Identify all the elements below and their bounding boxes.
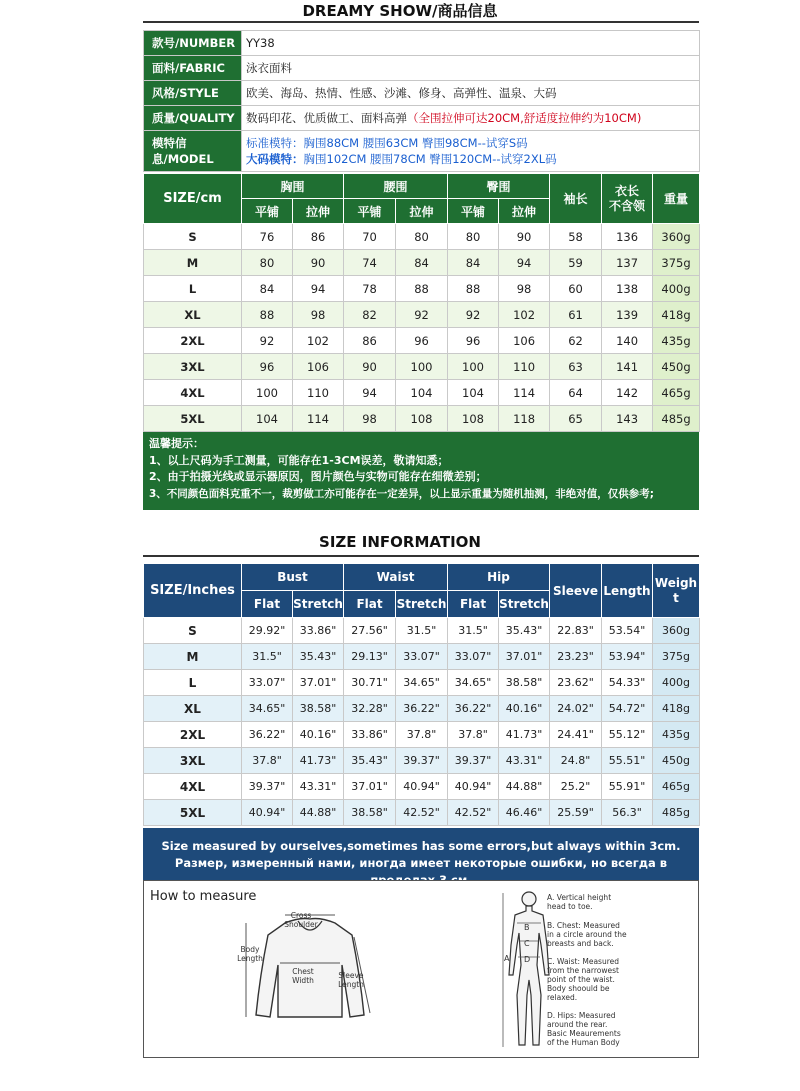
- cm-sleeve-cell: 60: [550, 276, 602, 302]
- cm-sleeve-cell: 63: [550, 354, 602, 380]
- in-waist-stretch-cell: 33.07": [396, 644, 448, 670]
- in-bust-flat-cell: 34.65": [242, 696, 293, 722]
- in-sleeve-cell: 24.02": [550, 696, 602, 722]
- in-bust-stretch-cell: 38.58": [293, 696, 344, 722]
- error-note-ru: Размер, измеренный нами, иногда имеет некоторые ошибки, но всегда в: [174, 856, 668, 870]
- cm-bust-stretch-cell: 94: [293, 276, 344, 302]
- waist-flat-header-en: Flat: [344, 591, 396, 618]
- in-bust-stretch-cell: 40.16": [293, 722, 344, 748]
- info-row-quality: [144, 106, 700, 131]
- cm-sleeve-cell: 58: [550, 224, 602, 250]
- cm-sleeve-cell: 65: [550, 406, 602, 432]
- in-row: [144, 774, 700, 800]
- cm-size-cell: 5XL: [144, 406, 242, 432]
- cm-hip-stretch-cell: 90: [499, 224, 550, 250]
- size-inches-header: SIZE/Inches: [144, 564, 242, 618]
- body-length-label: Body Length: [237, 945, 263, 963]
- in-waist-stretch-cell: 39.37": [396, 748, 448, 774]
- page-title: DREAMY SHOW/商品信息: [302, 2, 498, 20]
- in-size-cell: S: [144, 618, 242, 644]
- in-hip-stretch-cell: 46.46": [499, 800, 550, 826]
- in-hip-flat-cell: 37.8": [448, 722, 499, 748]
- cm-bust-flat-cell: 80: [242, 250, 293, 276]
- in-length-cell: 55.51": [602, 748, 653, 774]
- cm-waist-flat-cell: 98: [344, 406, 396, 432]
- measure-d-text: D. Hips: Measured around the rear. Basic Meaurements of the Human Body: [547, 1011, 621, 1047]
- in-hip-stretch-cell: 40.16": [499, 696, 550, 722]
- cm-waist-stretch-cell: 104: [396, 380, 448, 406]
- in-waist-stretch-cell: 34.65": [396, 670, 448, 696]
- letter-a: A: [504, 954, 510, 963]
- cm-weight-cell: 435g: [653, 328, 700, 354]
- cm-waist-stretch-cell: 88: [396, 276, 448, 302]
- info-row-style: [144, 81, 700, 106]
- cm-waist-flat-cell: 82: [344, 302, 396, 328]
- cm-length-cell: 141: [602, 354, 653, 380]
- in-hip-flat-cell: 39.37": [448, 748, 499, 774]
- in-waist-stretch-cell: 36.22": [396, 696, 448, 722]
- cm-waist-stretch-cell: 108: [396, 406, 448, 432]
- in-row: [144, 722, 700, 748]
- product-info-table: [143, 30, 700, 172]
- in-weight-cell: 360g: [653, 618, 700, 644]
- in-size-cell: 5XL: [144, 800, 242, 826]
- model-label: 模特信息/MODEL: [144, 131, 242, 172]
- model-standard: [246, 135, 695, 151]
- info-row-fabric: [144, 56, 700, 81]
- in-hip-flat-cell: 42.52": [448, 800, 499, 826]
- hip-header-en: Hip: [448, 564, 550, 591]
- cm-hip-stretch-cell: 94: [499, 250, 550, 276]
- model-value-cell: [242, 131, 700, 172]
- cm-hip-flat-cell: 96: [448, 328, 499, 354]
- sleeve-header: 袖长: [550, 174, 602, 224]
- how-to-measure-title: How to measure: [150, 889, 257, 904]
- cm-length-cell: 137: [602, 250, 653, 276]
- style-label: 风格/STYLE: [144, 81, 242, 106]
- cm-row: [144, 250, 700, 276]
- waist-flat-header: 平铺: [344, 199, 396, 224]
- in-bust-stretch-cell: 35.43": [293, 644, 344, 670]
- in-length-cell: 55.12": [602, 722, 653, 748]
- in-weight-cell: 400g: [653, 670, 700, 696]
- in-waist-flat-cell: 32.28": [344, 696, 396, 722]
- cm-weight-cell: 485g: [653, 406, 700, 432]
- length-header: [602, 174, 653, 224]
- error-note-box: [143, 828, 699, 880]
- in-hip-stretch-cell: 41.73": [499, 722, 550, 748]
- notes-heading: 温馨提示：: [149, 437, 204, 450]
- in-bust-flat-cell: 33.07": [242, 670, 293, 696]
- quality-label: 质量/QUALITY: [144, 106, 242, 131]
- in-waist-flat-cell: 29.13": [344, 644, 396, 670]
- measure-c-text: C. Waist: Measured from the narrowest point of the waist. Body shoould be relaxed.: [547, 957, 620, 1002]
- cm-length-cell: 136: [602, 224, 653, 250]
- weight-header-en-line1: Weigh: [654, 575, 698, 590]
- quality-value-cell: [242, 106, 700, 131]
- cm-weight-cell: 418g: [653, 302, 700, 328]
- in-bust-stretch-cell: 33.86": [293, 618, 344, 644]
- size-info-title: SIZE INFORMATION: [319, 533, 481, 551]
- in-row: [144, 800, 700, 826]
- in-bust-stretch-cell: 37.01": [293, 670, 344, 696]
- cm-hip-stretch-cell: 98: [499, 276, 550, 302]
- cm-length-cell: 139: [602, 302, 653, 328]
- cm-waist-flat-cell: 70: [344, 224, 396, 250]
- in-size-cell: M: [144, 644, 242, 670]
- standard-model-value: 胸围88CM 腰围63CM 臀围98CM--试穿S码: [303, 136, 528, 150]
- weight-header: 重量: [653, 174, 700, 224]
- length-header-line1: 衣长: [615, 183, 640, 198]
- in-sleeve-cell: 22.83": [550, 618, 602, 644]
- how-to-measure-panel: [143, 880, 699, 1058]
- cm-size-cell: XL: [144, 302, 242, 328]
- bust-flat-header-en: Flat: [242, 591, 293, 618]
- quality-note: （全围拉伸可达20CM,舒适度拉伸约为10CM): [407, 111, 642, 125]
- in-hip-flat-cell: 33.07": [448, 644, 499, 670]
- in-hip-flat-cell: 34.65": [448, 670, 499, 696]
- in-sleeve-cell: 23.23": [550, 644, 602, 670]
- cm-row: [144, 328, 700, 354]
- letter-c: C: [524, 939, 530, 948]
- in-hip-flat-cell: 36.22": [448, 696, 499, 722]
- size-table-cm: [143, 173, 700, 432]
- cm-hip-stretch-cell: 114: [499, 380, 550, 406]
- quality-value: 数码印花、优质做工、面料高弹: [246, 111, 407, 125]
- cm-length-cell: 140: [602, 328, 653, 354]
- chest-width-label: Chest Width: [292, 967, 314, 985]
- cm-length-cell: 138: [602, 276, 653, 302]
- in-row: [144, 696, 700, 722]
- cm-bust-flat-cell: 88: [242, 302, 293, 328]
- cm-row: [144, 224, 700, 250]
- length-header-line2: 不含领: [609, 198, 646, 213]
- plus-model-value: 胸围102CM 腰围78CM 臀围120CM--试穿2XL码: [303, 152, 557, 166]
- hip-stretch-header: 拉伸: [499, 199, 550, 224]
- cm-waist-stretch-cell: 96: [396, 328, 448, 354]
- cm-bust-flat-cell: 84: [242, 276, 293, 302]
- in-size-cell: 4XL: [144, 774, 242, 800]
- in-length-cell: 53.54": [602, 618, 653, 644]
- cm-bust-stretch-cell: 90: [293, 250, 344, 276]
- in-waist-stretch-cell: 42.52": [396, 800, 448, 826]
- cm-waist-flat-cell: 86: [344, 328, 396, 354]
- info-row-number: [144, 31, 700, 56]
- weight-header-en: [653, 564, 700, 618]
- cm-hip-flat-cell: 108: [448, 406, 499, 432]
- in-length-cell: 53.94": [602, 644, 653, 670]
- in-weight-cell: 435g: [653, 722, 700, 748]
- cm-weight-cell: 465g: [653, 380, 700, 406]
- cm-waist-flat-cell: 74: [344, 250, 396, 276]
- cm-bust-stretch-cell: 106: [293, 354, 344, 380]
- cross-shoulder-label: Cross Shoulder: [284, 911, 318, 929]
- in-bust-flat-cell: 31.5": [242, 644, 293, 670]
- size-info-divider: [143, 555, 699, 557]
- in-sleeve-cell: 24.41": [550, 722, 602, 748]
- weight-header-en-line2: t: [673, 590, 679, 605]
- sleeve-length-label: Sleeve Length: [338, 971, 364, 989]
- cm-bust-flat-cell: 104: [242, 406, 293, 432]
- bust-header-en: Bust: [242, 564, 344, 591]
- cm-bust-flat-cell: 96: [242, 354, 293, 380]
- cm-hip-stretch-cell: 118: [499, 406, 550, 432]
- hip-flat-header-en: Flat: [448, 591, 499, 618]
- in-sleeve-cell: 23.62": [550, 670, 602, 696]
- length-header-en: Length: [602, 564, 653, 618]
- notes-box: [143, 432, 699, 510]
- waist-stretch-header: 拉伸: [396, 199, 448, 224]
- waist-header-en: Waist: [344, 564, 448, 591]
- measure-b-text: B. Chest: Measured in a circle around the breasts and back.: [547, 921, 627, 948]
- cm-row: [144, 302, 700, 328]
- cm-bust-stretch-cell: 110: [293, 380, 344, 406]
- letter-d: D: [524, 955, 531, 964]
- in-length-cell: 54.72": [602, 696, 653, 722]
- waist-stretch-header-en: Stretch: [396, 591, 448, 618]
- in-hip-stretch-cell: 43.31": [499, 748, 550, 774]
- cm-bust-flat-cell: 92: [242, 328, 293, 354]
- sleeve-header-en: Sleeve: [550, 564, 602, 618]
- in-bust-stretch-cell: 41.73": [293, 748, 344, 774]
- in-bust-stretch-cell: 44.88": [293, 800, 344, 826]
- hip-flat-header: 平铺: [448, 199, 499, 224]
- bust-stretch-header: 拉伸: [293, 199, 344, 224]
- measure-a-text: A. Vertical height head to toe.: [547, 893, 612, 911]
- cm-weight-cell: 375g: [653, 250, 700, 276]
- in-waist-flat-cell: 33.86": [344, 722, 396, 748]
- in-size-cell: 3XL: [144, 748, 242, 774]
- in-waist-flat-cell: 35.43": [344, 748, 396, 774]
- in-bust-stretch-cell: 43.31": [293, 774, 344, 800]
- plus-model-label: 大码模特：: [246, 152, 304, 166]
- number-label: 款号/NUMBER: [144, 31, 242, 56]
- cm-waist-flat-cell: 78: [344, 276, 396, 302]
- cm-hip-flat-cell: 100: [448, 354, 499, 380]
- cm-weight-cell: 400g: [653, 276, 700, 302]
- note-2: 2、由于拍摄光线或显示器原因，图片颜色与实物可能存在细微差别；: [149, 470, 487, 483]
- in-sleeve-cell: 24.8": [550, 748, 602, 774]
- in-row: [144, 644, 700, 670]
- letter-b: B: [524, 923, 530, 932]
- cm-length-cell: 142: [602, 380, 653, 406]
- fabric-label: 面料/FABRIC: [144, 56, 242, 81]
- in-size-cell: 2XL: [144, 722, 242, 748]
- in-waist-flat-cell: 30.71": [344, 670, 396, 696]
- in-sleeve-cell: 25.59": [550, 800, 602, 826]
- in-waist-stretch-cell: 37.8": [396, 722, 448, 748]
- bust-flat-header: 平铺: [242, 199, 293, 224]
- in-weight-cell: 485g: [653, 800, 700, 826]
- size-cm-header: SIZE/cm: [144, 174, 242, 224]
- cm-sleeve-cell: 64: [550, 380, 602, 406]
- in-sleeve-cell: 25.2": [550, 774, 602, 800]
- cm-size-cell: L: [144, 276, 242, 302]
- in-length-cell: 56.3": [602, 800, 653, 826]
- cm-hip-flat-cell: 84: [448, 250, 499, 276]
- cm-hip-flat-cell: 92: [448, 302, 499, 328]
- cm-waist-flat-cell: 94: [344, 380, 396, 406]
- cm-size-cell: S: [144, 224, 242, 250]
- hip-header: 臀围: [448, 174, 550, 199]
- cm-sleeve-cell: 62: [550, 328, 602, 354]
- in-bust-flat-cell: 36.22": [242, 722, 293, 748]
- cm-weight-cell: 450g: [653, 354, 700, 380]
- in-hip-stretch-cell: 38.58": [499, 670, 550, 696]
- cm-bust-flat-cell: 76: [242, 224, 293, 250]
- in-length-cell: 55.91": [602, 774, 653, 800]
- cm-row: [144, 354, 700, 380]
- bust-stretch-header-en: Stretch: [293, 591, 344, 618]
- in-hip-flat-cell: 31.5": [448, 618, 499, 644]
- fabric-value: 泳衣面料: [242, 56, 700, 81]
- title-divider: [143, 21, 699, 23]
- in-weight-cell: 418g: [653, 696, 700, 722]
- in-weight-cell: 375g: [653, 644, 700, 670]
- cm-waist-stretch-cell: 92: [396, 302, 448, 328]
- in-length-cell: 54.33": [602, 670, 653, 696]
- number-value: YY38: [242, 31, 700, 56]
- cm-hip-stretch-cell: 110: [499, 354, 550, 380]
- cm-bust-stretch-cell: 86: [293, 224, 344, 250]
- cm-row: [144, 380, 700, 406]
- in-weight-cell: 450g: [653, 748, 700, 774]
- in-row: [144, 748, 700, 774]
- in-hip-flat-cell: 40.94": [448, 774, 499, 800]
- cm-hip-stretch-cell: 106: [499, 328, 550, 354]
- cm-row: [144, 406, 700, 432]
- in-row: [144, 670, 700, 696]
- cm-size-cell: 4XL: [144, 380, 242, 406]
- bust-header: 胸围: [242, 174, 344, 199]
- standard-model-label: 标准模特：: [246, 136, 304, 150]
- in-bust-flat-cell: 39.37": [242, 774, 293, 800]
- in-size-cell: L: [144, 670, 242, 696]
- cm-row: [144, 276, 700, 302]
- hip-stretch-header-en: Stretch: [499, 591, 550, 618]
- in-bust-flat-cell: 40.94": [242, 800, 293, 826]
- cm-length-cell: 143: [602, 406, 653, 432]
- cm-bust-flat-cell: 100: [242, 380, 293, 406]
- size-table-inches: [143, 563, 700, 826]
- in-weight-cell: 465g: [653, 774, 700, 800]
- style-value: 欧美、海岛、热情、性感、沙滩、修身、高弹性、温泉、大码: [242, 81, 700, 106]
- model-plus: [246, 151, 695, 167]
- in-row: [144, 618, 700, 644]
- cm-waist-flat-cell: 90: [344, 354, 396, 380]
- cm-waist-stretch-cell: 84: [396, 250, 448, 276]
- cm-size-cell: M: [144, 250, 242, 276]
- cm-bust-stretch-cell: 102: [293, 328, 344, 354]
- in-waist-stretch-cell: 40.94": [396, 774, 448, 800]
- cm-bust-stretch-cell: 98: [293, 302, 344, 328]
- cm-waist-stretch-cell: 100: [396, 354, 448, 380]
- in-waist-flat-cell: 38.58": [344, 800, 396, 826]
- waist-header: 腰围: [344, 174, 448, 199]
- in-size-cell: XL: [144, 696, 242, 722]
- in-waist-stretch-cell: 31.5": [396, 618, 448, 644]
- in-hip-stretch-cell: 35.43": [499, 618, 550, 644]
- cm-waist-stretch-cell: 80: [396, 224, 448, 250]
- in-waist-flat-cell: 37.01": [344, 774, 396, 800]
- note-3: 3、不同颜色面料克重不一，裁剪做工亦可能存在一定差异，以上显示重量为随机抽测，非绝对值，仅供参考;: [149, 487, 655, 500]
- cm-bust-stretch-cell: 114: [293, 406, 344, 432]
- cm-hip-flat-cell: 88: [448, 276, 499, 302]
- in-waist-flat-cell: 27.56": [344, 618, 396, 644]
- cm-weight-cell: 360g: [653, 224, 700, 250]
- cm-hip-flat-cell: 80: [448, 224, 499, 250]
- cm-sleeve-cell: 61: [550, 302, 602, 328]
- in-bust-flat-cell: 37.8": [242, 748, 293, 774]
- cm-hip-flat-cell: 104: [448, 380, 499, 406]
- cm-sleeve-cell: 59: [550, 250, 602, 276]
- cm-size-cell: 2XL: [144, 328, 242, 354]
- in-bust-flat-cell: 29.92": [242, 618, 293, 644]
- cm-hip-stretch-cell: 102: [499, 302, 550, 328]
- info-row-model: [144, 131, 700, 172]
- cm-size-cell: 3XL: [144, 354, 242, 380]
- in-hip-stretch-cell: 44.88": [499, 774, 550, 800]
- in-hip-stretch-cell: 37.01": [499, 644, 550, 670]
- note-1: 1、以上尺码为手工测量，可能存在1-3CM误差，敬请知悉；: [149, 453, 449, 467]
- error-note-en: Size measured by ourselves,sometimes has some errors,but always within 3cm.: [161, 839, 681, 853]
